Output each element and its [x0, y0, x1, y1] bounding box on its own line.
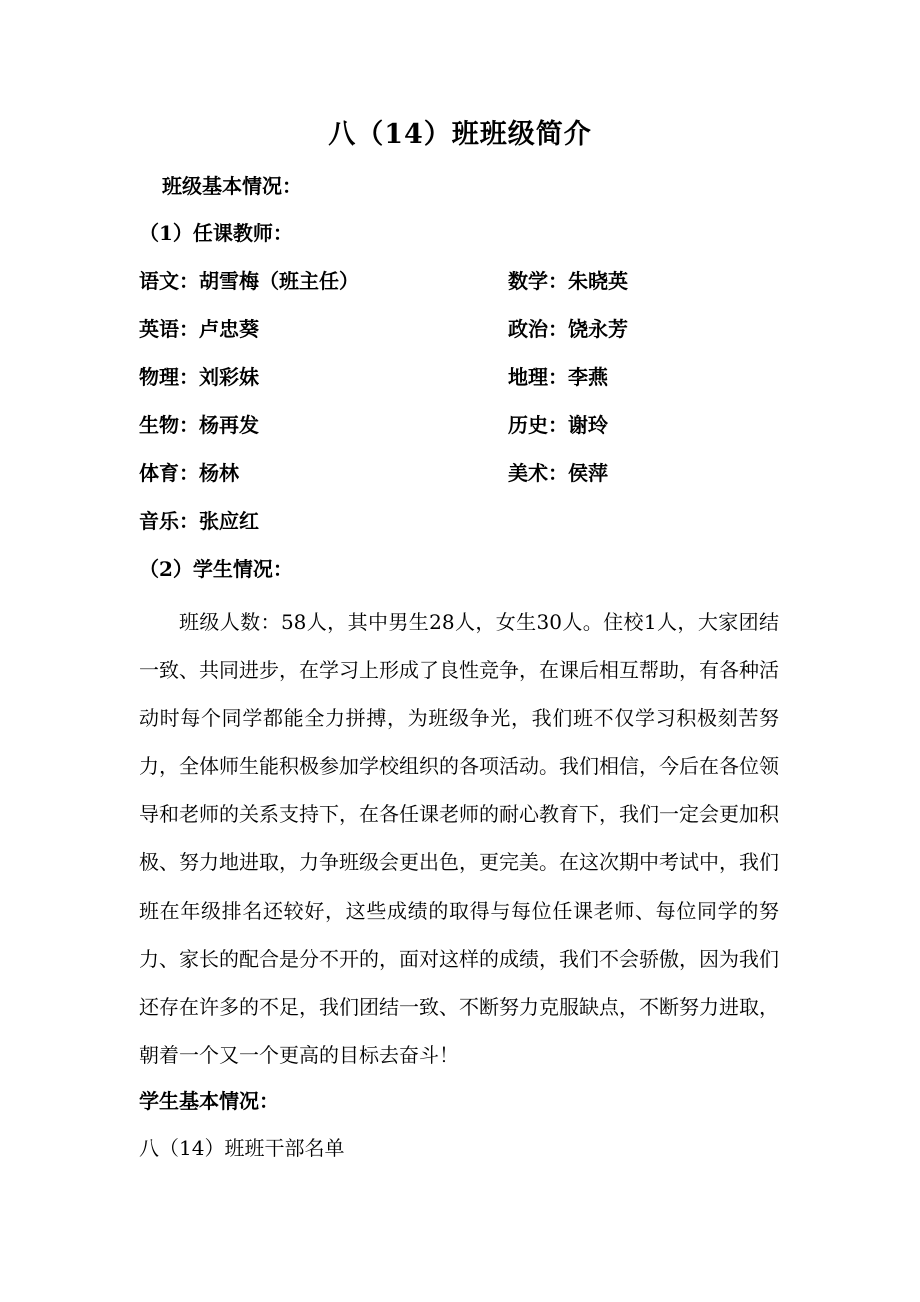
document-title: 八（14）班班级简介: [328, 119, 592, 150]
cadre-list-title: 八（14）班班干部名单: [139, 1136, 345, 1160]
teacher-physics: 物理：刘彩妹: [139, 365, 259, 389]
subsection-students-heading: （2）学生情况：: [139, 557, 293, 581]
teacher-english: 英语：卢忠葵: [139, 317, 259, 341]
teacher-geography: 地理：李燕: [508, 365, 608, 389]
teacher-math: 数学：朱晓英: [508, 269, 628, 293]
subsection-teachers-heading: （1）任课教师：: [139, 221, 293, 245]
student-situation-paragraph: 班级人数：58人，其中男生28人，女生30人。住校1人，大家团结一致、共同进步，在学习上形成了良性竞争，在课后相互帮助，有各种活动时每个同学都能全力拼搏，为班级争光，我们班不仅学习积极刻苦努力，全体师生能积极参加学校组织的各项活动。我们相信，今后在各位领导和老师的关系支持下，在各任课老师的耐心教育下，我们一定会更加积极、努力地进取，力争班级会更出色，更完美。在这次期中考试中，我们班在年级排名还较好，这些成绩的取得与每位任课老师、每位同学的努力、家长的配合是分不开的，面对这样的成绩，我们不会骄傲，因为我们还存在许多的不足，我们团结一致、不断努力克服缺点，不断努力进取，朝着一个又一个更高的目标去奋斗！: [139, 610, 779, 1067]
teacher-politics: 政治：饶永芳: [508, 317, 628, 341]
teacher-chinese: 语文：胡雪梅（班主任）: [139, 269, 359, 293]
teacher-biology: 生物：杨再发: [139, 413, 259, 437]
teacher-art: 美术：侯萍: [508, 461, 608, 485]
teacher-history: 历史：谢玲: [508, 413, 608, 437]
section-basic-heading: 班级基本情况：: [162, 174, 302, 198]
teacher-music: 音乐：张应红: [139, 509, 259, 533]
students-basic-heading: 学生基本情况：: [139, 1089, 279, 1113]
teacher-pe: 体育：杨林: [139, 461, 239, 485]
